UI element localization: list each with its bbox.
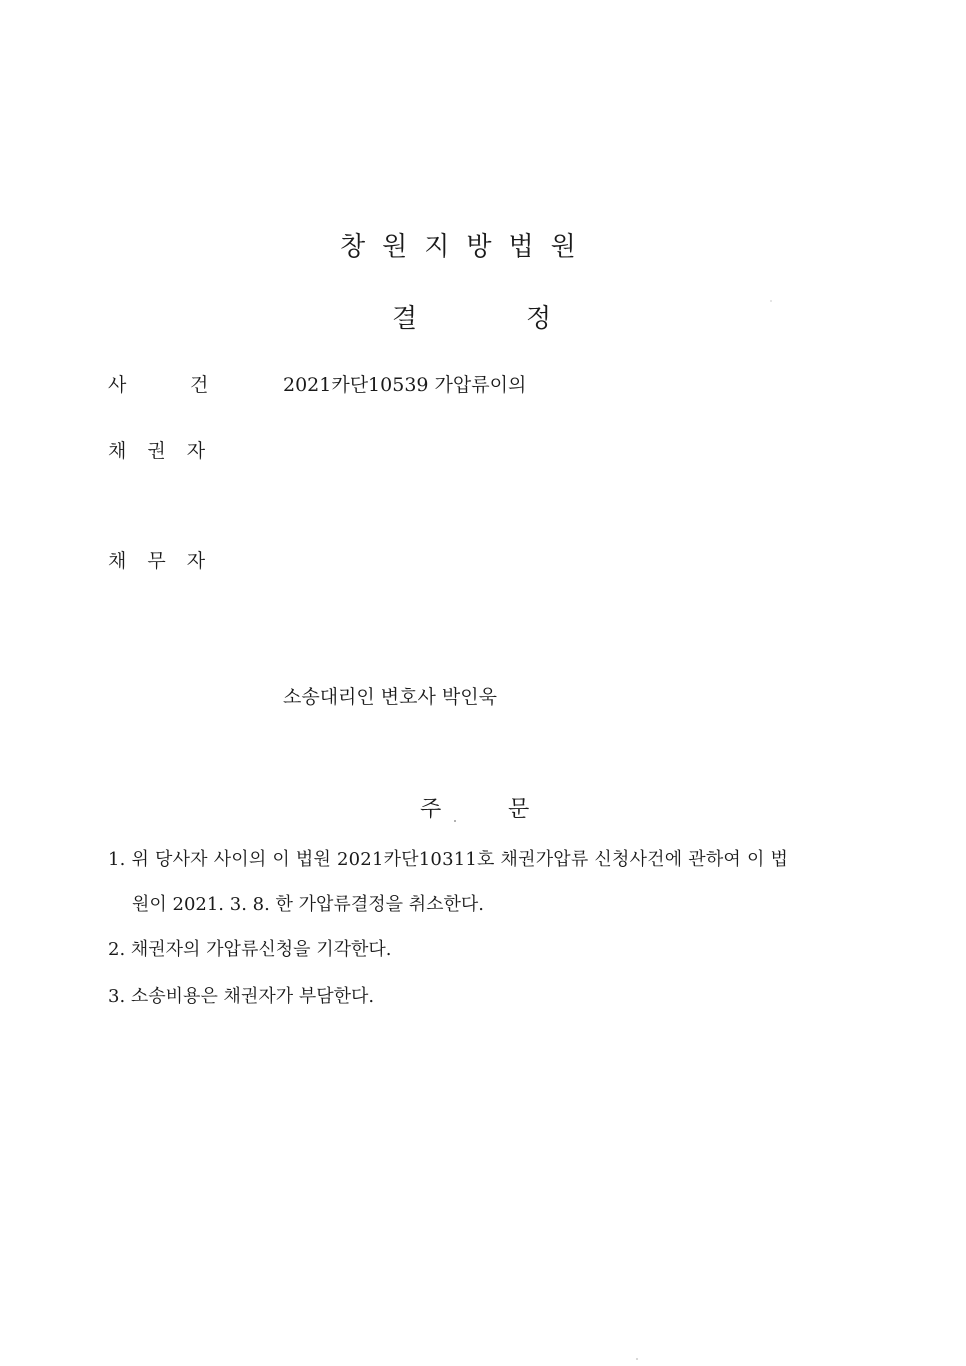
order-item-2: 2. 채권자의 가압류신청을 기각한다. <box>108 939 392 960</box>
order-item-3: 3. 소송비용은 채권자가 부담한다. <box>108 986 375 1007</box>
court-name: 창원지방법원 <box>340 232 593 262</box>
debtor-label: 채무자 <box>108 550 227 572</box>
order-item-1-continued: 원이 2021. 3. 8. 한 가압류결정을 취소한다. <box>132 894 484 915</box>
document-title-first-char: 결 <box>392 304 418 334</box>
scan-speck <box>770 300 772 302</box>
scan-speck <box>454 820 456 822</box>
case-label-second-char: 건 <box>190 374 209 396</box>
attorney-line: 소송대리인 변호사 박인욱 <box>283 686 497 708</box>
scan-speck <box>636 1358 638 1360</box>
order-title-first-char: 주 <box>420 797 442 822</box>
order-title-second-char: 문 <box>508 797 530 822</box>
case-label-first-char: 사 <box>108 374 127 396</box>
creditor-label: 채권자 <box>108 440 227 462</box>
order-item-1: 1. 위 당사자 사이의 이 법원 2021카단10311호 채권가압류 신청사건에 관하여 이 법 <box>108 849 789 870</box>
document-title-second-char: 정 <box>526 304 552 334</box>
case-number: 2021카단10539 가압류이의 <box>283 374 527 396</box>
